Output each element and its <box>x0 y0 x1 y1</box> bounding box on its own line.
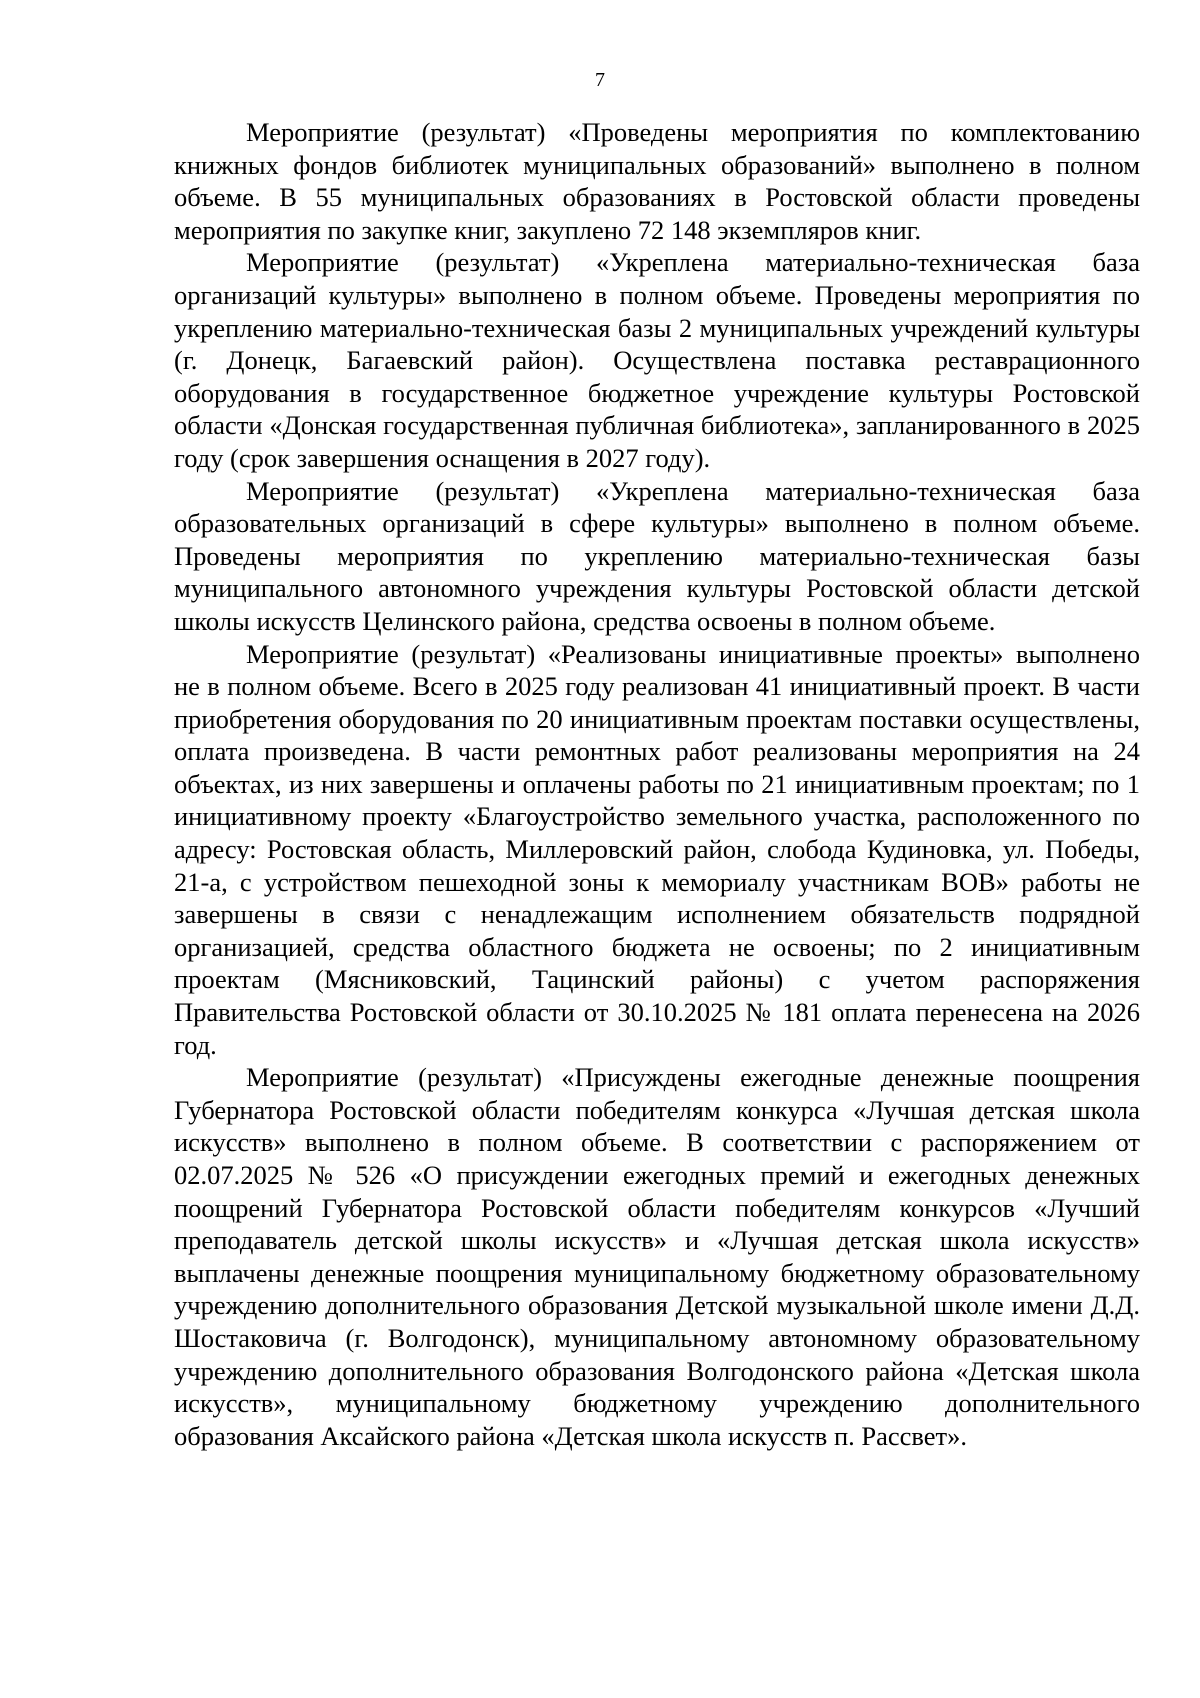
paragraph-initiative-projects: Мероприятие (результат) «Реализованы инициативные проекты» выполнено не в полном объеме. Всего в 2025 году реализован 41 инициативный проект. В части приобретения оборудования по 20 инициативным проектам поставки осуществлены, оплата произведена. В части ремонтных работ реализованы мероприятия на 24 объектах, из них завершены и оплачены работы по 21 инициативным проектам; по 1 инициативному проекту «Благоустройство земельного участка, расположенного по адресу: Ростовская область, Миллеровский район, слобода Кудиновка, ул. Победы, 21-а, с устройством пешеходной зоны к мемориалу участникам ВОВ» работы не завершены в связи с ненадлежащим исполнением обязательств подрядной организацией, средства областного бюджета не освоены; по 2 инициативным проектам (Мясниковский, Тацинский районы) с учетом распоряжения Правительства Ростовской области от 30.10.2025 № 181 оплата перенесена на 2026 год. <box>174 638 1140 1060</box>
paragraph-governor-awards: Мероприятие (результат) «Присуждены ежегодные денежные поощрения Губернатора Ростовской области победителям конкурса «Лучшая детская школа искусств» выполнено в полном объеме. В соответствии с распоряжением от 02.07.2025 № 526 «О присуждении ежегодных премий и ежегодных денежных поощрений Губернатора Ростовской области победителям конкурсов «Лучший преподаватель детской школы искусств» и «Лучшая детская школа искусств» выплачены денежные поощрения муниципальному бюджетному образовательному учреждению дополнительного образования Детской музыкальной школе имени Д.Д. Шостаковича (г. Волгодонск), муниципальному автономному образовательному учреждению дополнительного образования Волгодонского района «Детская школа искусств», муниципальному бюджетному учреждению дополнительного образования Аксайского района «Детская школа искусств п. Рассвет». <box>174 1062 1140 1451</box>
paragraph-book-funds: Мероприятие (результат) «Проведены мероприятия по комплектованию книжных фондов библиотек муниципальных образований» выполнено в полном объеме. В 55 муниципальных образованиях в Ростовской области проведены мероприятия по закупке книг, закуплено 72 148 экземпляров книг. <box>174 117 1140 245</box>
page-number: 7 <box>595 69 605 91</box>
paragraph-educational-organizations: Мероприятие (результат) «Укреплена материально-техническая база образовательных организаций в сфере культуры» выполнено в полном объеме. Проведены мероприятия по укреплению материально-техническая базы муниципального автономного учреждения культуры Ростовской области детской школы искусств Целинского района, средства освоены в полном объеме. <box>174 475 1140 636</box>
paragraph-culture-organizations: Мероприятие (результат) «Укреплена материально-техническая база организаций культуры» выполнено в полном объеме. Проведены мероприятия по укреплению материально-техническая базы 2 муниципальных учреждений культуры (г. Донецк, Багаевский район). Осуществлена поставка реставрационного оборудования в государственное бюджетное учреждение культуры Ростовской области «Донская государственная публичная библиотека», запланированного в 2025 году (срок завершения оснащения в 2027 году). <box>174 247 1140 473</box>
document-body <box>174 116 1140 1452</box>
